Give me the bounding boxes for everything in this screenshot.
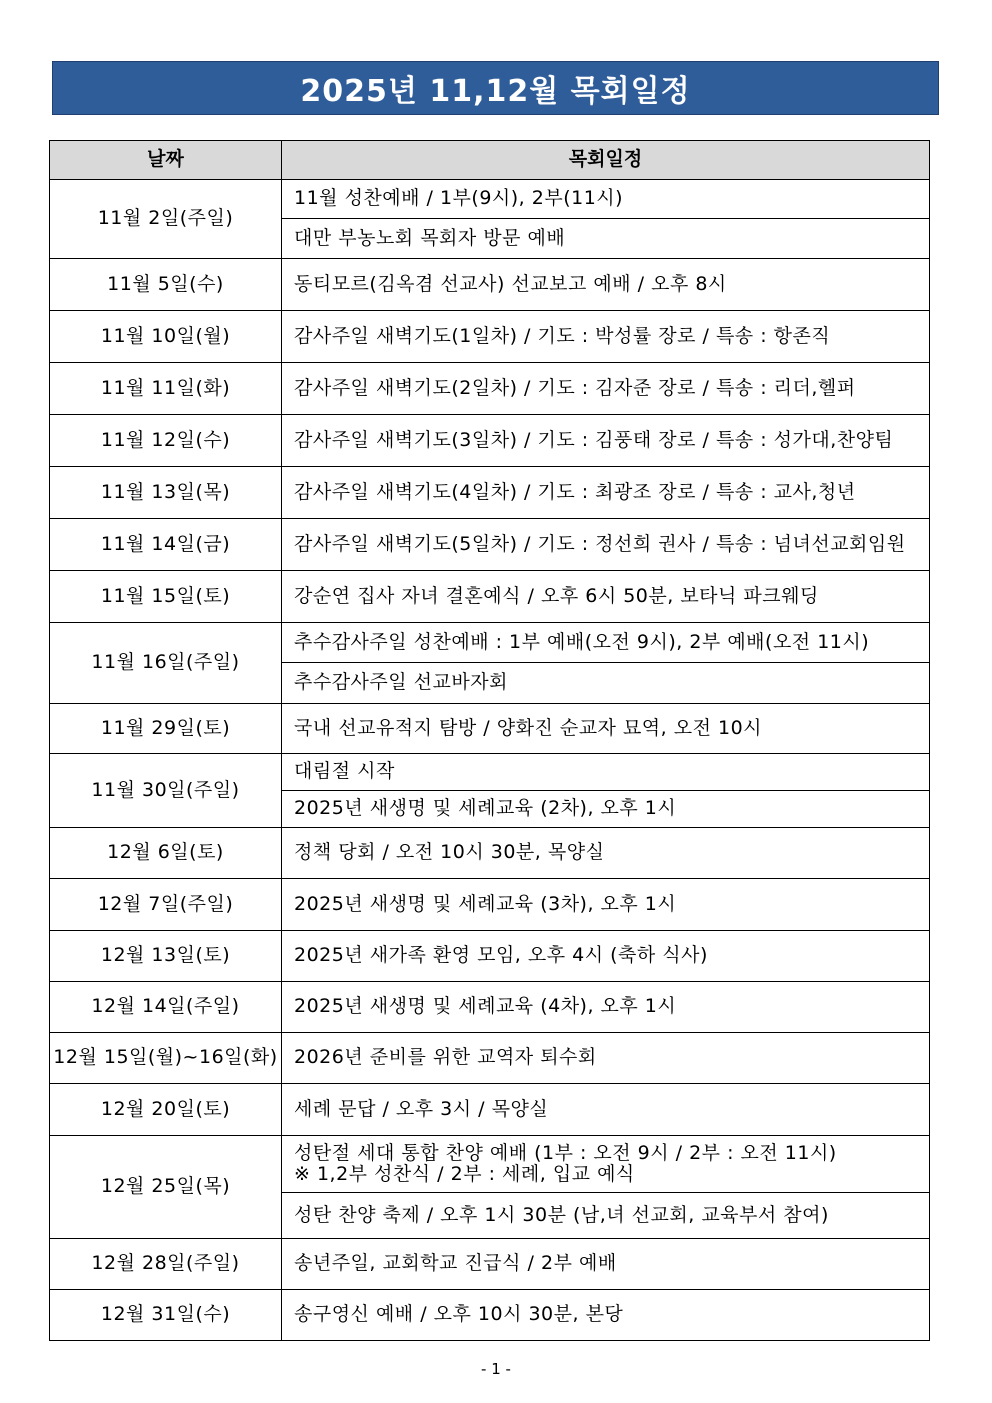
page-title: 2025년 11,12월 목회일정 [300, 74, 691, 109]
header-event: 목회일정 [282, 141, 930, 180]
table-row [50, 259, 930, 311]
table-row [50, 415, 930, 467]
row-date: 12월 15일(월)~16일(화) [50, 1033, 282, 1084]
row-event: 감사주일 새벽기도(2일차) / 기도 : 김자준 장로 / 특송 : 리더,헬퍼 [282, 363, 930, 415]
title-banner [52, 61, 939, 115]
row-event: 추수감사주일 성찬예배 : 1부 예배(오전 9시), 2부 예배(오전 11시) [282, 623, 930, 663]
row-date: 12월 13일(토) [50, 931, 282, 982]
row-date: 12월 14일(주일) [50, 982, 282, 1033]
row-event: 감사주일 새벽기도(5일차) / 기도 : 정선희 권사 / 특송 : 넘녀선교회임원 [282, 519, 930, 571]
table-row [50, 1239, 930, 1290]
page-number: - 1 - [481, 1360, 511, 1378]
row-event: 2025년 새생명 및 세례교육 (3차), 오후 1시 [282, 879, 930, 931]
table-row [50, 623, 930, 663]
row-date: 12월 28일(주일) [50, 1239, 282, 1290]
table-row [50, 1084, 930, 1136]
row-event: 송년주일, 교회학교 진급식 / 2부 예배 [282, 1239, 930, 1290]
row-event: 대림절 시작 [282, 754, 930, 791]
row-date: 11월 5일(수) [50, 259, 282, 311]
table-row [50, 467, 930, 519]
row-event: 송구영신 예배 / 오후 10시 30분, 본당 [282, 1290, 930, 1341]
table-row [50, 931, 930, 982]
schedule-table [49, 140, 930, 1341]
row-event: 2025년 새생명 및 세례교육 (2차), 오후 1시 [282, 791, 930, 828]
row-event: 감사주일 새벽기도(4일차) / 기도 : 최광조 장로 / 특송 : 교사,청년 [282, 467, 930, 519]
table-row [50, 571, 930, 623]
row-date: 11월 15일(토) [50, 571, 282, 623]
row-event: 동티모르(김옥겸 선교사) 선교보고 예배 / 오후 8시 [282, 259, 930, 311]
row-event: 추수감사주일 선교바자회 [282, 663, 930, 704]
row-event: 강순연 집사 자녀 결혼예식 / 오후 6시 50분, 보타닉 파크웨딩 [282, 571, 930, 623]
schedule-body [50, 180, 930, 1341]
table-row [50, 704, 930, 754]
table-row [50, 1290, 930, 1341]
row-date: 12월 7일(주일) [50, 879, 282, 931]
row-date: 12월 31일(수) [50, 1290, 282, 1341]
row-event: 정책 당회 / 오전 10시 30분, 목양실 [282, 828, 930, 879]
row-date: 12월 6일(토) [50, 828, 282, 879]
table-row [50, 1033, 930, 1084]
row-date: 11월 16일(주일) [50, 623, 282, 704]
table-row [50, 879, 930, 931]
row-date: 11월 30일(주일) [50, 754, 282, 828]
table-row [50, 754, 930, 791]
row-event: 감사주일 새벽기도(3일차) / 기도 : 김풍태 장로 / 특송 : 성가대,찬양팀 [282, 415, 930, 467]
row-date: 11월 11일(화) [50, 363, 282, 415]
row-date: 11월 13일(목) [50, 467, 282, 519]
row-event: 감사주일 새벽기도(1일차) / 기도 : 박성률 장로 / 특송 : 항존직 [282, 311, 930, 363]
row-event: 11월 성찬예배 / 1부(9시), 2부(11시) [282, 180, 930, 219]
table-row [50, 180, 930, 219]
row-date: 11월 14일(금) [50, 519, 282, 571]
row-date: 12월 25일(목) [50, 1136, 282, 1239]
row-event: 세례 문답 / 오후 3시 / 목양실 [282, 1084, 930, 1136]
row-date: 12월 20일(토) [50, 1084, 282, 1136]
row-date: 11월 12일(수) [50, 415, 282, 467]
table-row [50, 363, 930, 415]
table-row [50, 982, 930, 1033]
row-event: 대만 부농노회 목회자 방문 예배 [282, 219, 930, 259]
table-row [50, 311, 930, 363]
row-event: 2025년 새생명 및 세례교육 (4차), 오후 1시 [282, 982, 930, 1033]
row-event: 국내 선교유적지 탐방 / 양화진 순교자 묘역, 오전 10시 [282, 704, 930, 754]
header-date: 날짜 [50, 141, 282, 180]
table-header-row [50, 141, 930, 180]
row-date: 11월 29일(토) [50, 704, 282, 754]
table-row [50, 1136, 930, 1193]
row-event: 2025년 새가족 환영 모임, 오후 4시 (축하 식사) [282, 931, 930, 982]
row-date: 11월 2일(주일) [50, 180, 282, 259]
row-event: 2026년 준비를 위한 교역자 퇴수회 [282, 1033, 930, 1084]
table-row [50, 828, 930, 879]
row-date: 11월 10일(월) [50, 311, 282, 363]
table-row [50, 519, 930, 571]
row-event: 성탄절 세대 통합 찬양 예배 (1부 : 오전 9시 / 2부 : 오전 11시) ※ 1,2부 성찬식 / 2부 : 세례, 입교 예식 [282, 1136, 930, 1193]
row-event: 성탄 찬양 축제 / 오후 1시 30분 (남,녀 선교회, 교육부서 참여) [282, 1193, 930, 1239]
